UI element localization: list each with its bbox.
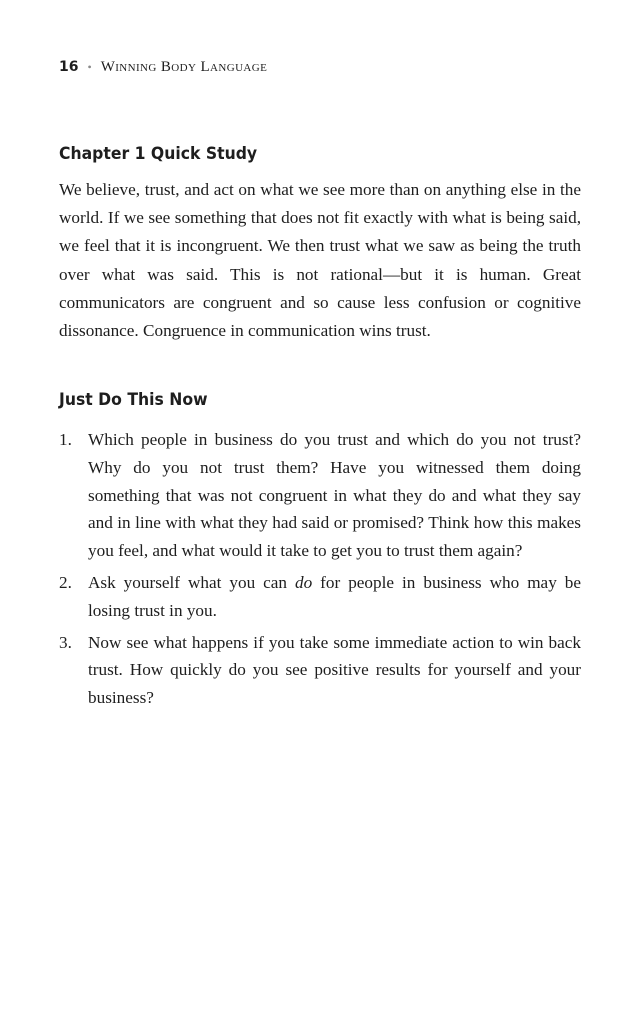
quick-study-heading: Chapter 1 Quick Study [59,144,258,164]
emphasized-word: do [295,572,313,592]
list-item-number: 2. [59,572,72,592]
list-item-number: 1. [59,430,72,449]
action-list [59,426,581,716]
header-bullet-separator: • [87,60,92,74]
book-title: Winning Body Language [100,59,268,75]
page-number: 16 [59,59,79,75]
list-item-number: 3. [59,632,72,652]
quick-study-paragraph: We believe, trust, and act on what we see more than on anything else in the world. If we see something that does not fit exactly with what is being said, we feel that it is incongruent. We then trust what we saw as being the truth over what was said. This is not rational—but it is human. Great communicators are congruent and so cause less confusion or cognitive dissonance. Congruence in communication wins trust. [59,180,581,341]
list-item [59,426,581,565]
list-item [59,569,581,625]
running-header [59,58,267,76]
list-item-text: Which people in business do you trust and which do you not trust? Why do you not trust them? Have you witnessed them doing something that was not congruent in what they do and what they say and in line with what they had said or promised? Think how this makes you feel, and what would it take to get you to trust them again? [88,430,581,561]
do-this-now-heading: Just Do This Now [59,390,208,410]
list-item [59,629,581,712]
list-item-text-end: for people in business who may be losing trust in you. [88,572,581,620]
list-item-text [88,573,581,620]
list-item-text: Now see what happens if you take some immediate action to win back trust. How quickly do you see positive results for yourself and your business? [88,632,581,708]
list-item-text-start: Ask yourself what you can [88,572,295,592]
